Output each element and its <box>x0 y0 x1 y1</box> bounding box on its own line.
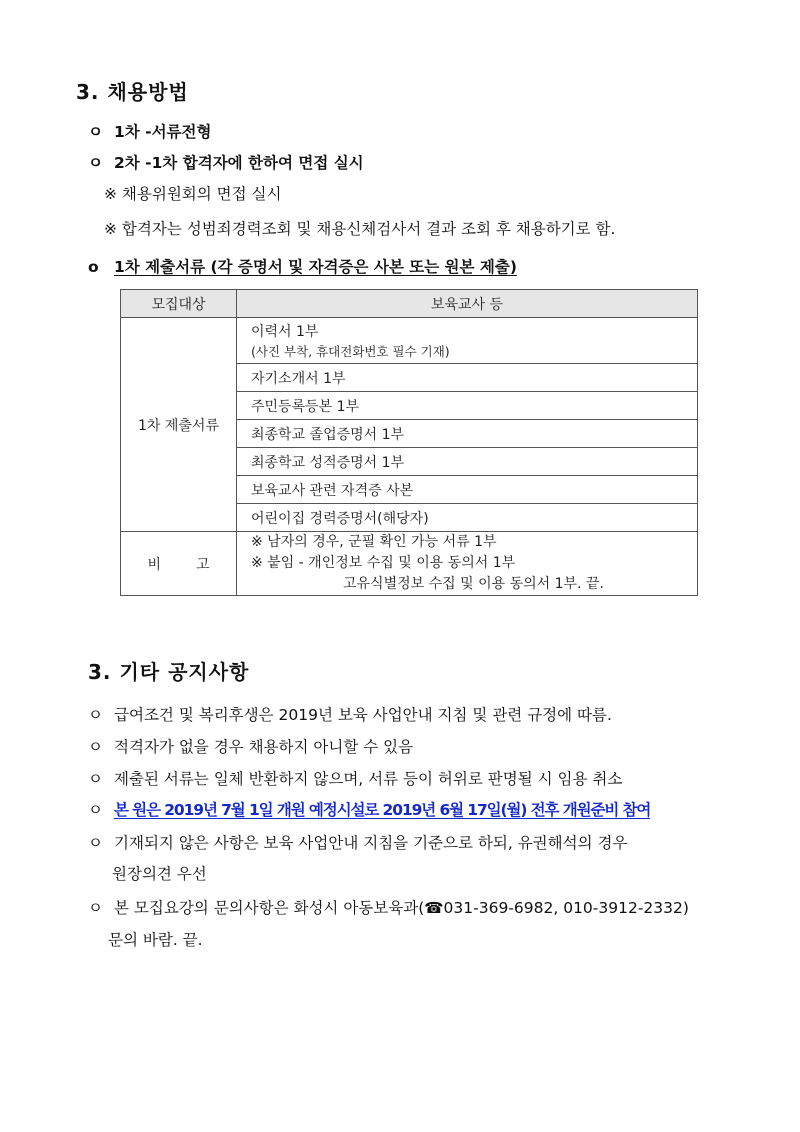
document-item: 주민등록등본 1부 <box>237 392 698 420</box>
note-interview: ※ 채용위원회의 면접 실시 <box>104 185 282 203</box>
document-item: 보육교사 관련 자격증 사본 <box>237 476 698 504</box>
table-header-row <box>121 290 698 318</box>
notice-item: ㅇ 본 모집요강의 문의사항은 화성시 아동보육과(☎031-369-6982, 010-3912-2332) <box>88 896 689 918</box>
table-row-remarks <box>121 532 698 596</box>
notice-item-continued: 원장의견 우선 <box>112 865 207 883</box>
bullet-circle: ㅇ <box>88 801 103 819</box>
document-item: 최종학교 성적증명서 1부 <box>237 448 698 476</box>
document-item: 어린이집 경력증명서(해당자) <box>237 504 698 532</box>
remarks-label: 비 고 <box>121 532 237 596</box>
hiring-step-1: ㅇ 1차 -서류전형 <box>88 120 211 142</box>
notice-item: ㅇ 기재되지 않은 사항은 보육 사업안내 지침을 기준으로 하되, 유권해석의 경우 <box>88 831 627 853</box>
header-position: 보육교사 등 <box>237 290 698 318</box>
notice-item-highlight: ㅇ 본 원은 2019년 7월 1일 개원 예정시설로 2019년 6월 17일(월) 전후 개원준비 참여 <box>88 798 650 820</box>
bullet-circle: ㅇ <box>88 154 103 172</box>
bullet-circle: ㅇ <box>88 123 103 141</box>
note-background-check: ※ 합격자는 성범죄경력조회 및 채용신체검사서 결과 조회 후 채용하기로 함. <box>104 220 616 238</box>
required-documents-table <box>120 289 698 596</box>
bullet-circle: ㅇ <box>88 834 103 852</box>
notice-item: ㅇ 제출된 서류는 일체 반환하지 않으며, 서류 등이 허위로 판명될 시 임용 취소 <box>88 767 622 789</box>
docs-heading: o 1차 제출서류 (각 증명서 및 자격증은 사본 또는 원본 제출) <box>88 258 517 276</box>
bullet-circle: ㅇ <box>88 899 103 917</box>
bullet-circle: ㅇ <box>88 738 103 756</box>
document-item: 이력서 1부 (사진 부착, 휴대전화번호 필수 기재) <box>237 318 698 364</box>
bullet-circle: ㅇ <box>88 770 103 788</box>
remarks-cell: ※ 남자의 경우, 군필 확인 가능 서류 1부 ※ 붙임 - 개인정보 수집 및 이용 동의서 1부 고유식별정보 수집 및 이용 동의서 1부. 끝. <box>237 532 698 596</box>
section-title-hiring-method: 3. 채용방법 <box>76 80 189 104</box>
document-item: 최종학교 졸업증명서 1부 <box>237 420 698 448</box>
table-row <box>121 318 698 364</box>
header-recruit-target: 모집대상 <box>121 290 237 318</box>
notice-item: ㅇ 적격자가 없을 경우 채용하지 아니할 수 있음 <box>88 735 413 757</box>
notice-item: ㅇ 급여조건 및 복리후생은 2019년 보육 사업안내 지침 및 관련 규정에 따름. <box>88 703 612 725</box>
category-cell: 1차 제출서류 <box>121 318 237 532</box>
document-item: 자기소개서 1부 <box>237 364 698 392</box>
hiring-step-2: ㅇ 2차 -1차 합격자에 한하여 면접 실시 <box>88 151 364 173</box>
notice-item-continued: 문의 바람. 끝. <box>108 931 203 949</box>
bullet-circle: o <box>88 258 99 276</box>
bullet-circle: ㅇ <box>88 706 103 724</box>
section-title-other-notices: 3. 기타 공지사항 <box>88 660 250 684</box>
